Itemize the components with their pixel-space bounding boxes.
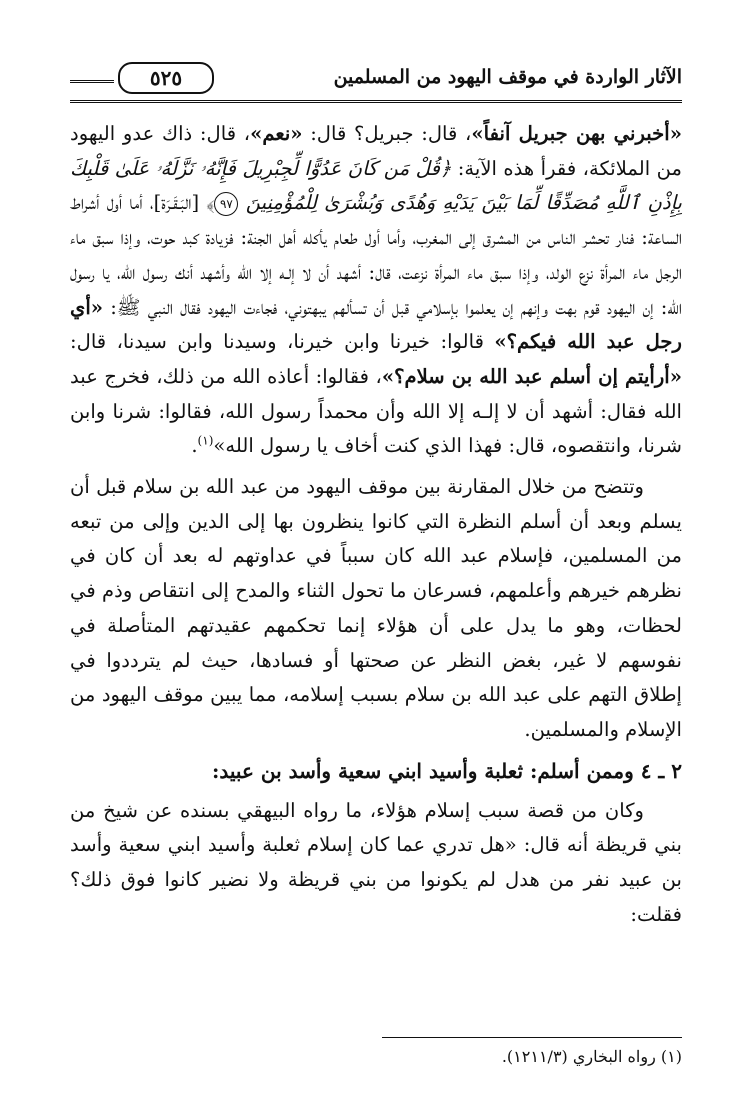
header-rule [70,80,114,83]
paragraph-story: وكان من قصة سبب إسلام هؤلاء، ما رواه البيهقي بسنده عن شيخ من بني قريظة أنه قال: «هل تدري عما كان إسلام ثعلبة وأسيد ابني سعية وأسد بن عبيد نفر من هدل لم يكونوا من بني قريظة ولا نضير كانوا فوق ذلك؟ فقلت: [70,798,682,926]
text-6: . [191,434,198,458]
paragraph-analysis: وتتضح من خلال المقارنة بين موقف اليهود من عبد الله بن سلام قبل أن يسلم وبعد أن أسلم النظرة التي كانوا ينظرون بها إلى الدين وإلى من تبعه من المسلمين، فإسلام عبد الله كان سبباً في عداوتهم له بعد أن كان في نظرهم خيرهم وأعلمهم، فسرعان ما تحول الثناء والمدح إلى انتقاص وذم في لحظات، وهو ما يدل على أن هؤلاء إنما تحكمهم عقيدتهم المتأصلة في نفوسهم لا غير، بغض النظر عن صحتها أو فسادها، حيث لم يترددوا في إطلاق التهم على عبد الله بن سلام بسبب إسلامه، مما يبين موقف اليهود من الإسلام والمسلمين. [70,475,682,741]
text-3: [البَـقَـرَة]، أما أول أشراط الساعة: فنار تحشر الناس من المشرق إلى المغرب، وأما أول طعام يأكله أهل الجنة: فزيادة كبد حوت، وإذا سبق ماء الرجل ماء المرأة نزع الولد، وإذا سبق ماء المرأة نزعت، قال: أشهد أن لا إلـه إلا الله وأشهد أنك رسول الله، يا رسول الله: إن اليهود قوم بهت وإنهم إن يعلموا بإسلامي قبل أن تسألهم يبهتوني، فجاءت اليهود فقال النبي ﷺ: [70,191,682,319]
footnote: (١) رواه البخاري (١٢١١/٣). [501,1047,682,1066]
text-5: ، فقالوا: أعاذه الله من ذلك، فخرج عبد الله فقال: أشهد أن لا إلـه إلا الله وأن محمداً رسول الله، فقالوا: شرنا وابن شرنا، وانتقصوه، قال: فهذا الذي كنت أخاف يا رسول الله» [70,364,682,458]
ayah-number-mark: ٩٧ [214,192,238,216]
text-4: قالوا: خيرنا وابن خيرنا، وسيدنا وابن سيدنا، قال: [70,330,495,354]
page-number: ٥٢٥ [118,62,214,94]
quote-4: «أرأيتم إن أسلم عبد الله بن سلام؟» [381,364,682,388]
quote-3: «أي رجل عبد الله فيكم؟» [70,295,682,354]
paragraph-hadith [70,117,682,464]
quran-close-bracket: ﴾ [206,191,215,215]
section-heading: ٢ ـ ٤ وممن أسلم: ثعلبة وأسيد ابني سعية وأسد بن عبيد: [212,758,682,783]
page-header [70,60,682,103]
running-title: الآثار الواردة في موقف اليهود من المسلمين [333,66,682,88]
text-1: ، قال: جبريل؟ قال: [302,122,472,145]
quote-1: «أخبرني بهن جبريل آنفاً» [471,122,682,145]
text-2: ، قال: ذاك عدو اليهود من الملائكة، فقرأ هذه الآية: [70,122,682,180]
quran-verse: ﴿قُلْ مَن كَانَ عَدُوًّا لِّجِبْرِيلَ فَإِنَّهُۥ نَزَّلَهُۥ عَلَىٰ قَلْبِكَ بِإِذْنِ ٱللَّهِ مُصَدِّقًا لِّمَا بَيْنَ يَدَيْهِ وَهُدًى وَبُشْرَىٰ لِلْمُؤْمِنِينَ [70,156,683,215]
footnote-separator [382,1037,682,1038]
footnote-reference: (١) [197,433,214,448]
body-text [70,117,682,932]
quote-2: «نعم» [250,122,303,145]
